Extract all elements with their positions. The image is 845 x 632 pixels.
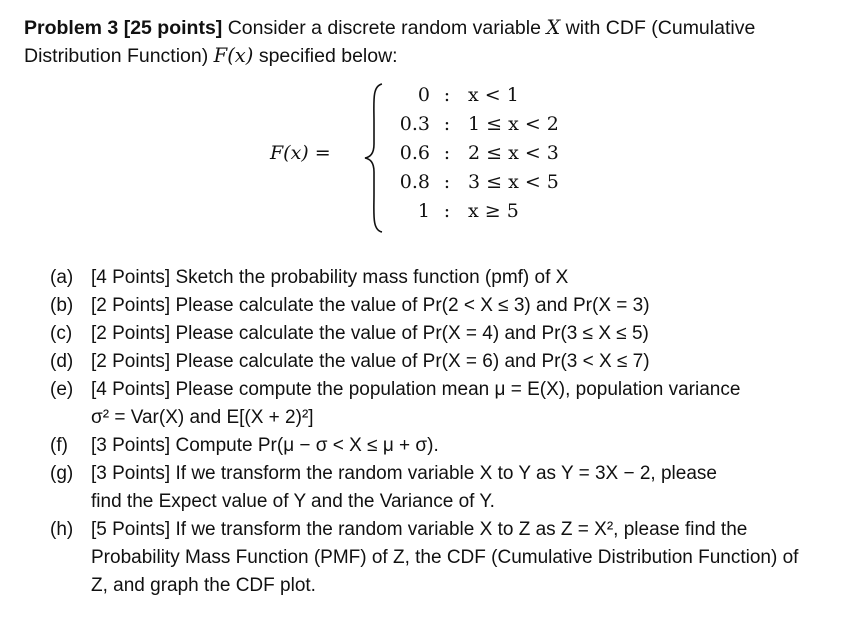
- question-text: [2 Points] Please calculate the value of Pr(X = 6) and Pr(3 < X ≤ 7): [91, 351, 650, 372]
- cdf-lhs: F(x) =: [270, 142, 331, 164]
- question-text-continued: Z, and graph the CDF plot.: [91, 575, 316, 596]
- cdf-condition: 2 ≤ x < 3: [468, 142, 559, 164]
- question-text: [3 Points] If we transform the random variable X to Y as Y = 3X − 2, please: [91, 463, 717, 484]
- intro-text-4: specified below:: [253, 45, 398, 67]
- question-text: [2 Points] Please calculate the value of Pr(X = 4) and Pr(3 ≤ X ≤ 5): [91, 323, 649, 344]
- question-label: (c): [50, 323, 73, 344]
- cdf-colon: :: [443, 171, 451, 193]
- intro-text-3: Distribution Function): [24, 45, 214, 67]
- cdf-condition: x ≥ 5: [468, 200, 519, 222]
- intro-text-1: Consider a discrete random variable: [222, 17, 547, 39]
- question-b: [50, 292, 840, 320]
- question-label: (g): [50, 463, 74, 484]
- cdf-value: 0.3: [399, 113, 430, 135]
- question-f: [50, 432, 840, 460]
- question-e: [50, 376, 840, 432]
- question-d: [50, 348, 840, 376]
- cdf-definition: [270, 82, 600, 234]
- intro-text-2: with CDF (Cumulative: [560, 17, 756, 39]
- question-label: (h): [50, 519, 74, 540]
- question-c: [50, 320, 840, 348]
- question-text-continued: Probability Mass Function (PMF) of Z, the CDF (Cumulative Distribution Function) of: [91, 547, 799, 568]
- question-a: [50, 264, 840, 292]
- problem-header: [24, 14, 824, 70]
- cdf-value: 0.6: [399, 142, 430, 164]
- cdf-condition: 1 ≤ x < 2: [468, 113, 559, 135]
- cdf-colon: :: [443, 113, 451, 135]
- var-x: X: [546, 16, 561, 39]
- cdf-colon: :: [443, 200, 451, 222]
- question-label: (f): [50, 435, 68, 456]
- cdf-value: 0.8: [399, 171, 430, 193]
- question-text: [4 Points] Please compute the population mean μ = E(X), population variance: [91, 379, 741, 400]
- cdf-value: 0: [417, 84, 430, 106]
- question-text: [2 Points] Please calculate the value of Pr(2 < X ≤ 3) and Pr(X = 3): [91, 295, 650, 316]
- question-text-continued: find the Expect value of Y and the Variance of Y.: [91, 491, 495, 512]
- question-text: [4 Points] Sketch the probability mass function (pmf) of X: [91, 267, 569, 288]
- question-label: (e): [50, 379, 74, 400]
- question-label: (b): [50, 295, 74, 316]
- question-label: (a): [50, 267, 74, 288]
- cdf-condition: 3 ≤ x < 5: [468, 171, 559, 193]
- cdf-condition: x < 1: [468, 84, 519, 106]
- question-label: (d): [50, 351, 74, 372]
- question-text-continued: σ² = Var(X) and E[(X + 2)²]: [91, 407, 314, 428]
- cdf-colon: :: [443, 84, 451, 106]
- question-list: [50, 264, 840, 600]
- question-g: [50, 460, 840, 516]
- cdf-colon: :: [443, 142, 451, 164]
- question-text: [3 Points] Compute Pr(μ − σ < X ≤ μ + σ).: [91, 435, 439, 456]
- cdf-value: 1: [417, 200, 430, 222]
- fx-symbol: F(x): [213, 44, 254, 67]
- question-text: [5 Points] If we transform the random variable X to Z as Z = X², please find the: [91, 519, 748, 540]
- problem-label: Problem 3 [25 points]: [24, 17, 223, 39]
- question-h: [50, 516, 840, 600]
